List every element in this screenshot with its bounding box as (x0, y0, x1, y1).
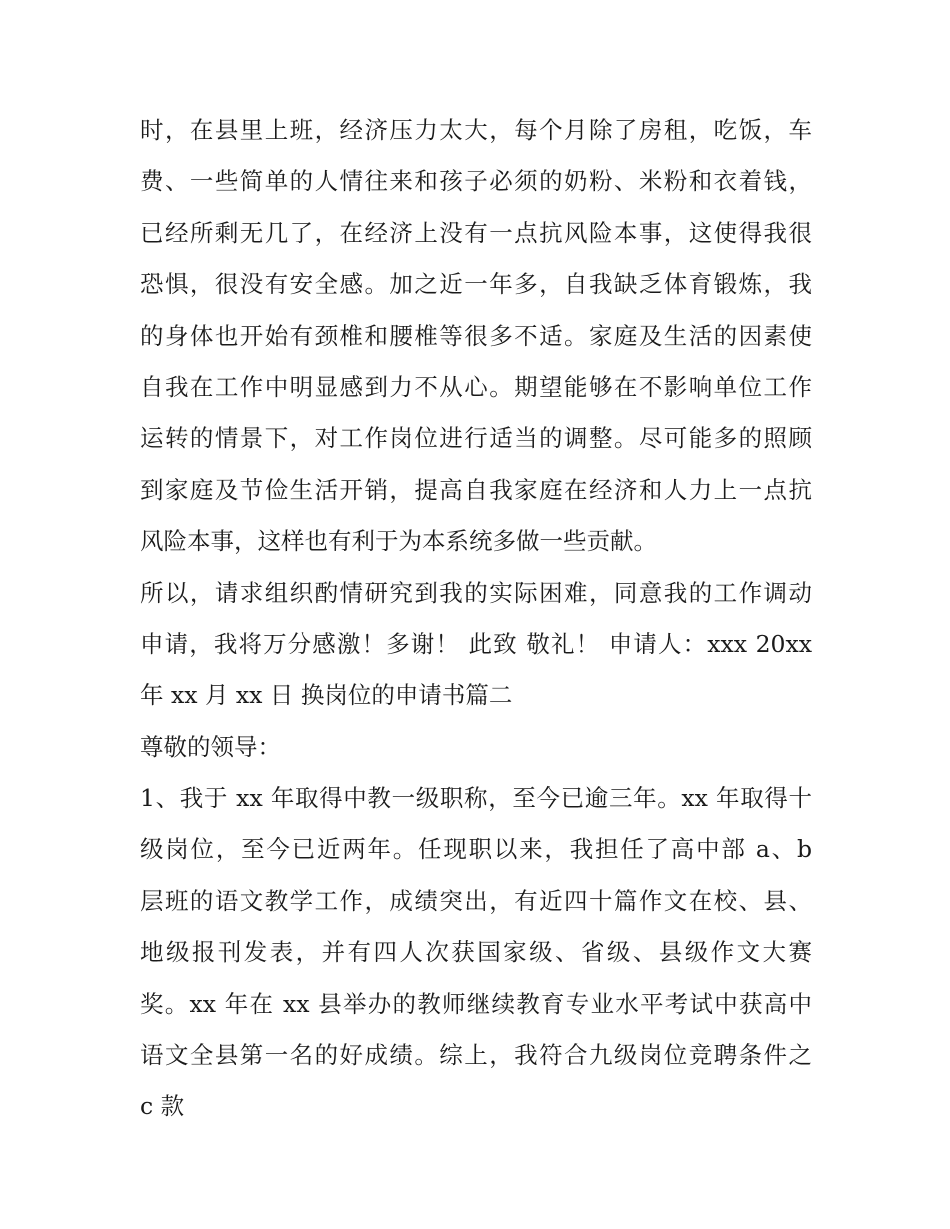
body-line-9: 风险本事，这样也有利于为本系统多做一些贡献。 (140, 527, 657, 556)
body-line-11: 申请，我将万分感激！多谢！ 此致 敬礼！ 申请人：xxx 20xx (140, 629, 812, 658)
body-line-14: 1、我于 xx 年取得中教一级职称，至今已逾三年。xx 年取得十 (140, 784, 812, 813)
body-line-1: 时，在县里上班，经济压力太大，每个月除了房租，吃饭，车 (140, 116, 812, 144)
salutation-line: 尊敬的领导： (140, 732, 281, 761)
body-line-17: 地级报刊发表，并有四人次获国家级、省级、县级作文大赛 (140, 938, 812, 967)
body-line-5: 的身体也开始有颈椎和腰椎等很多不适。家庭及生活的因素使 (140, 321, 812, 350)
body-line-15: 级岗位，至今已近两年。任现职以来，我担任了高中部 a、b (140, 835, 812, 864)
body-line-18: 奖。xx 年在 xx 县举办的教师继续教育专业水平考试中获高中 (140, 989, 812, 1018)
body-line-3: 已经所剩无几了，在经济上没有一点抗风险本事，这使得我很 (140, 218, 812, 247)
document-page (140, 105, 812, 1133)
body-line-19: 语文全县第一名的好成绩。综上，我符合九级岗位竞聘条件之 (140, 1041, 812, 1070)
body-line-10: 所以，请求组织酌情研究到我的实际困难，同意我的工作调动 (140, 578, 812, 607)
body-line-20: c 款 (140, 1092, 185, 1121)
body-line-7: 运转的情景下，对工作岗位进行适当的调整。尽可能多的照顾 (140, 424, 812, 453)
body-line-8: 到家庭及节俭生活开销，提高自我家庭在经济和人力上一点抗 (140, 475, 812, 504)
body-line-12: 年 xx 月 xx 日 换岗位的申请书篇二 (140, 681, 513, 710)
body-line-4: 恐惧，很没有安全感。加之近一年多，自我缺乏体育锻炼，我 (140, 270, 812, 299)
body-line-16: 层班的语文教学工作，成绩突出，有近四十篇作文在校、县、 (140, 886, 812, 915)
body-line-2: 费、一些简单的人情往来和孩子必须的奶粉、米粉和衣着钱， (140, 167, 812, 196)
body-line-6: 自我在工作中明显感到力不从心。期望能够在不影响单位工作 (140, 372, 812, 401)
